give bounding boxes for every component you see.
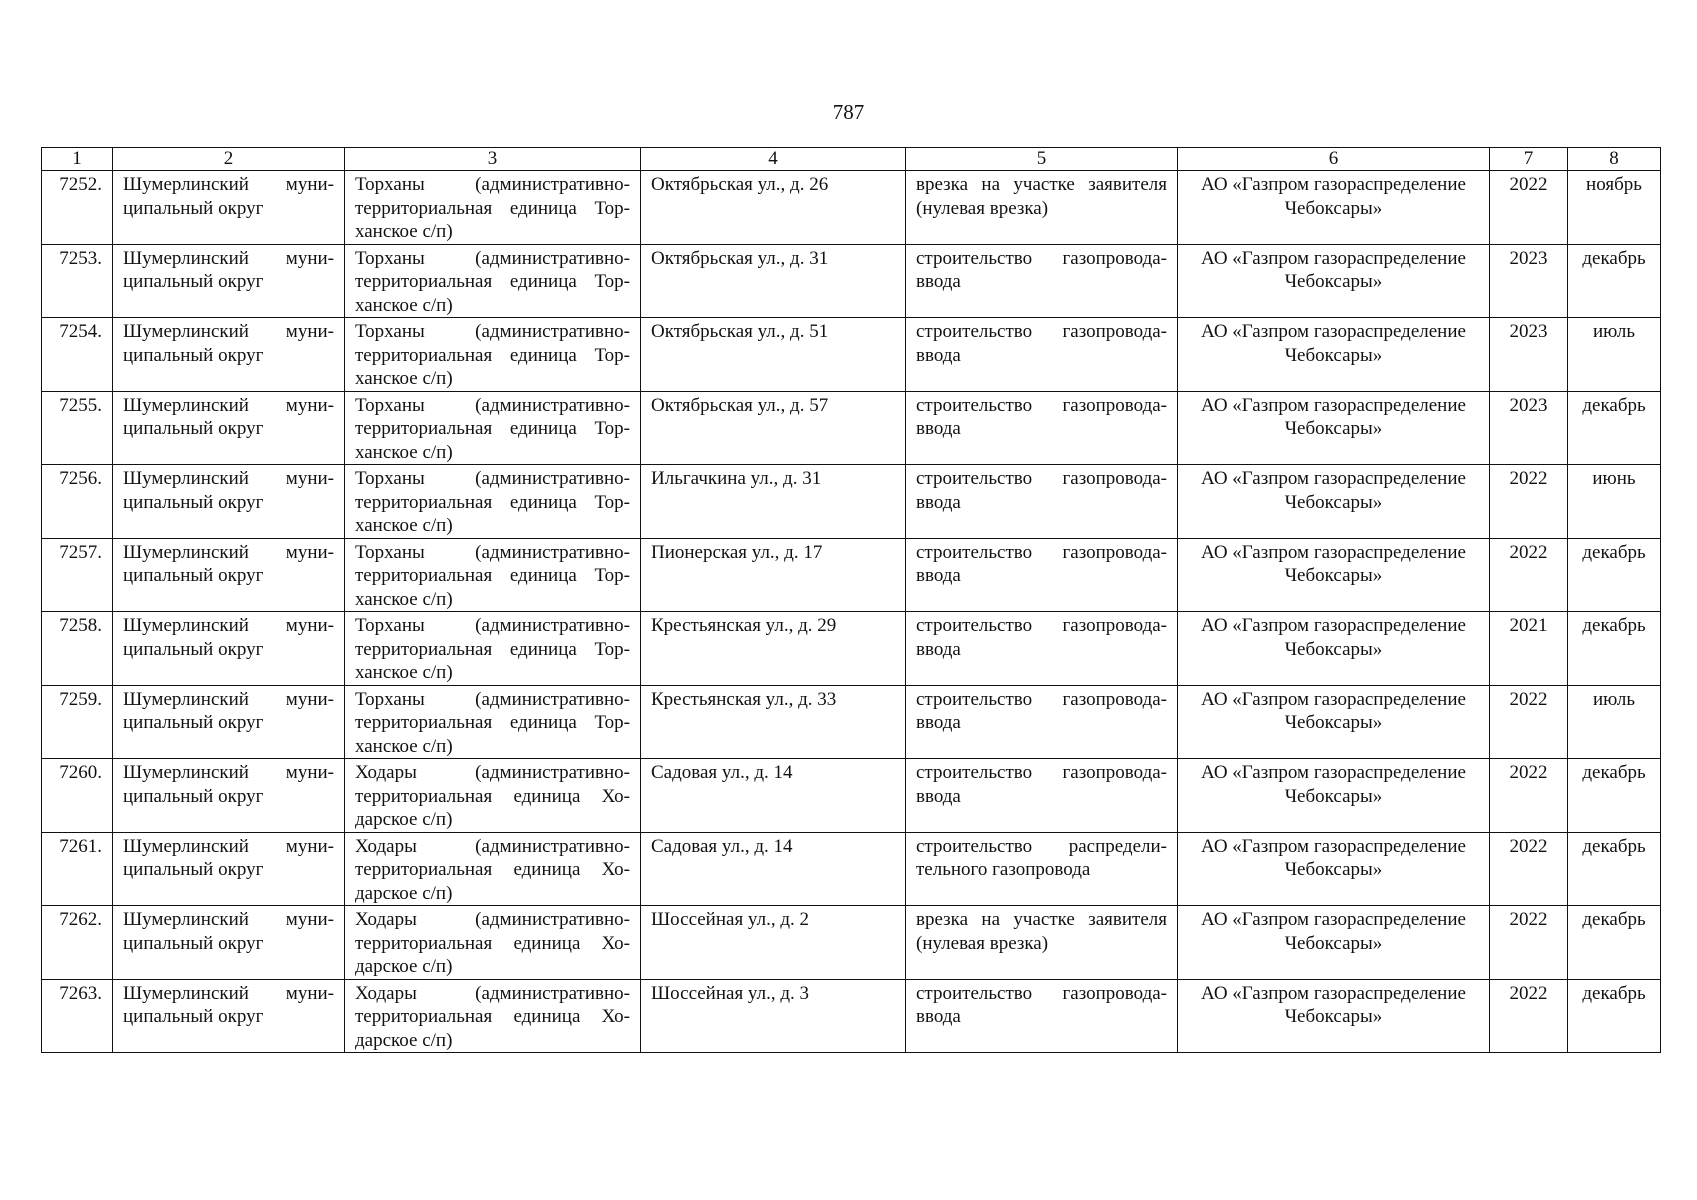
- address-cell: Октябрьская ул., д. 51: [641, 318, 906, 392]
- work-type-cell: строительство газопровода-ввода: [906, 979, 1178, 1053]
- year-cell: 2023: [1490, 318, 1568, 392]
- locality-cell: Ходары (административно-территориальная единица Хо-дарское с/п): [345, 906, 641, 980]
- column-header: 3: [345, 148, 641, 171]
- header-row: [42, 148, 1661, 171]
- organization-cell: АО «Газпром газораспределение Чебоксары»: [1178, 832, 1490, 906]
- month-cell: декабрь: [1568, 759, 1661, 833]
- district-cell: Шумерлинский муни-ципальный округ: [113, 979, 345, 1053]
- locality-cell: Торханы (административно-территориальная единица Тор-ханское с/п): [345, 612, 641, 686]
- row-number: 7260.: [42, 759, 113, 833]
- address-cell: Садовая ул., д. 14: [641, 759, 906, 833]
- address-cell: Ильгачкина ул., д. 31: [641, 465, 906, 539]
- month-cell: июнь: [1568, 465, 1661, 539]
- month-cell: ноябрь: [1568, 171, 1661, 245]
- address-cell: Крестьянская ул., д. 33: [641, 685, 906, 759]
- district-cell: Шумерлинский муни-ципальный округ: [113, 832, 345, 906]
- address-cell: Шоссейная ул., д. 2: [641, 906, 906, 980]
- row-number: 7256.: [42, 465, 113, 539]
- work-type-cell: врезка на участке заявителя (нулевая врезка): [906, 171, 1178, 245]
- month-cell: декабрь: [1568, 832, 1661, 906]
- table-row: [42, 906, 1661, 980]
- district-cell: Шумерлинский муни-ципальный округ: [113, 244, 345, 318]
- district-cell: Шумерлинский муни-ципальный округ: [113, 171, 345, 245]
- address-cell: Пионерская ул., д. 17: [641, 538, 906, 612]
- year-cell: 2022: [1490, 465, 1568, 539]
- locality-cell: Торханы (административно-территориальная единица Тор-ханское с/п): [345, 171, 641, 245]
- month-cell: июль: [1568, 685, 1661, 759]
- organization-cell: АО «Газпром газораспределение Чебоксары»: [1178, 612, 1490, 686]
- year-cell: 2023: [1490, 391, 1568, 465]
- row-number: 7257.: [42, 538, 113, 612]
- organization-cell: АО «Газпром газораспределение Чебоксары»: [1178, 244, 1490, 318]
- year-cell: 2022: [1490, 685, 1568, 759]
- address-cell: Садовая ул., д. 14: [641, 832, 906, 906]
- row-number: 7263.: [42, 979, 113, 1053]
- district-cell: Шумерлинский муни-ципальный округ: [113, 685, 345, 759]
- table-row: [42, 391, 1661, 465]
- locality-cell: Торханы (административно-территориальная единица Тор-ханское с/п): [345, 685, 641, 759]
- organization-cell: АО «Газпром газораспределение Чебоксары»: [1178, 538, 1490, 612]
- column-header: 2: [113, 148, 345, 171]
- year-cell: 2022: [1490, 832, 1568, 906]
- table-row: [42, 979, 1661, 1053]
- organization-cell: АО «Газпром газораспределение Чебоксары»: [1178, 979, 1490, 1053]
- locality-cell: Торханы (административно-территориальная единица Тор-ханское с/п): [345, 244, 641, 318]
- table-body: [42, 171, 1661, 1053]
- work-type-cell: строительство газопровода-ввода: [906, 391, 1178, 465]
- organization-cell: АО «Газпром газораспределение Чебоксары»: [1178, 465, 1490, 539]
- district-cell: Шумерлинский муни-ципальный округ: [113, 538, 345, 612]
- month-cell: декабрь: [1568, 979, 1661, 1053]
- work-type-cell: врезка на участке заявителя (нулевая врезка): [906, 906, 1178, 980]
- work-type-cell: строительство газопровода-ввода: [906, 244, 1178, 318]
- district-cell: Шумерлинский муни-ципальный округ: [113, 391, 345, 465]
- organization-cell: АО «Газпром газораспределение Чебоксары»: [1178, 171, 1490, 245]
- locality-cell: Торханы (административно-территориальная единица Тор-ханское с/п): [345, 391, 641, 465]
- address-cell: Октябрьская ул., д. 57: [641, 391, 906, 465]
- month-cell: декабрь: [1568, 612, 1661, 686]
- work-type-cell: строительство газопровода-ввода: [906, 685, 1178, 759]
- table-row: [42, 832, 1661, 906]
- month-cell: декабрь: [1568, 244, 1661, 318]
- table-row: [42, 538, 1661, 612]
- month-cell: июль: [1568, 318, 1661, 392]
- year-cell: 2021: [1490, 612, 1568, 686]
- address-cell: Октябрьская ул., д. 26: [641, 171, 906, 245]
- work-type-cell: строительство газопровода-ввода: [906, 759, 1178, 833]
- work-type-cell: строительство газопровода-ввода: [906, 318, 1178, 392]
- table-row: [42, 171, 1661, 245]
- locality-cell: Ходары (административно-территориальная единица Хо-дарское с/п): [345, 759, 641, 833]
- column-header: 8: [1568, 148, 1661, 171]
- locality-cell: Торханы (административно-территориальная единица Тор-ханское с/п): [345, 538, 641, 612]
- organization-cell: АО «Газпром газораспределение Чебоксары»: [1178, 759, 1490, 833]
- table-row: [42, 685, 1661, 759]
- year-cell: 2022: [1490, 906, 1568, 980]
- work-type-cell: строительство газопровода-ввода: [906, 538, 1178, 612]
- column-header: 7: [1490, 148, 1568, 171]
- address-cell: Крестьянская ул., д. 29: [641, 612, 906, 686]
- row-number: 7258.: [42, 612, 113, 686]
- table-row: [42, 318, 1661, 392]
- row-number: 7255.: [42, 391, 113, 465]
- page-number: 787: [832, 100, 865, 124]
- district-cell: Шумерлинский муни-ципальный округ: [113, 906, 345, 980]
- row-number: 7259.: [42, 685, 113, 759]
- locality-cell: Ходары (административно-территориальная единица Хо-дарское с/п): [345, 832, 641, 906]
- locality-cell: Ходары (административно-территориальная единица Хо-дарское с/п): [345, 979, 641, 1053]
- table-row: [42, 612, 1661, 686]
- table-row: [42, 759, 1661, 833]
- column-header: 4: [641, 148, 906, 171]
- gasification-table: [41, 147, 1661, 1053]
- organization-cell: АО «Газпром газораспределение Чебоксары»: [1178, 685, 1490, 759]
- row-number: 7254.: [42, 318, 113, 392]
- year-cell: 2022: [1490, 538, 1568, 612]
- locality-cell: Торханы (административно-территориальная единица Тор-ханское с/п): [345, 465, 641, 539]
- district-cell: Шумерлинский муни-ципальный округ: [113, 318, 345, 392]
- district-cell: Шумерлинский муни-ципальный округ: [113, 759, 345, 833]
- address-cell: Октябрьская ул., д. 31: [641, 244, 906, 318]
- month-cell: декабрь: [1568, 906, 1661, 980]
- organization-cell: АО «Газпром газораспределение Чебоксары»: [1178, 906, 1490, 980]
- row-number: 7261.: [42, 832, 113, 906]
- year-cell: 2023: [1490, 244, 1568, 318]
- row-number: 7252.: [42, 171, 113, 245]
- column-header: 6: [1178, 148, 1490, 171]
- address-cell: Шоссейная ул., д. 3: [641, 979, 906, 1053]
- table-header: [42, 148, 1661, 171]
- year-cell: 2022: [1490, 171, 1568, 245]
- locality-cell: Торханы (административно-территориальная единица Тор-ханское с/п): [345, 318, 641, 392]
- table-row: [42, 244, 1661, 318]
- organization-cell: АО «Газпром газораспределение Чебоксары»: [1178, 318, 1490, 392]
- row-number: 7262.: [42, 906, 113, 980]
- year-cell: 2022: [1490, 979, 1568, 1053]
- month-cell: декабрь: [1568, 538, 1661, 612]
- district-cell: Шумерлинский муни-ципальный округ: [113, 465, 345, 539]
- work-type-cell: строительство газопровода-ввода: [906, 465, 1178, 539]
- year-cell: 2022: [1490, 759, 1568, 833]
- work-type-cell: строительство газопровода-ввода: [906, 612, 1178, 686]
- district-cell: Шумерлинский муни-ципальный округ: [113, 612, 345, 686]
- work-type-cell: строительство распредели-тельного газопровода: [906, 832, 1178, 906]
- table-row: [42, 465, 1661, 539]
- row-number: 7253.: [42, 244, 113, 318]
- column-header: 5: [906, 148, 1178, 171]
- month-cell: декабрь: [1568, 391, 1661, 465]
- column-header: 1: [42, 148, 113, 171]
- organization-cell: АО «Газпром газораспределение Чебоксары»: [1178, 391, 1490, 465]
